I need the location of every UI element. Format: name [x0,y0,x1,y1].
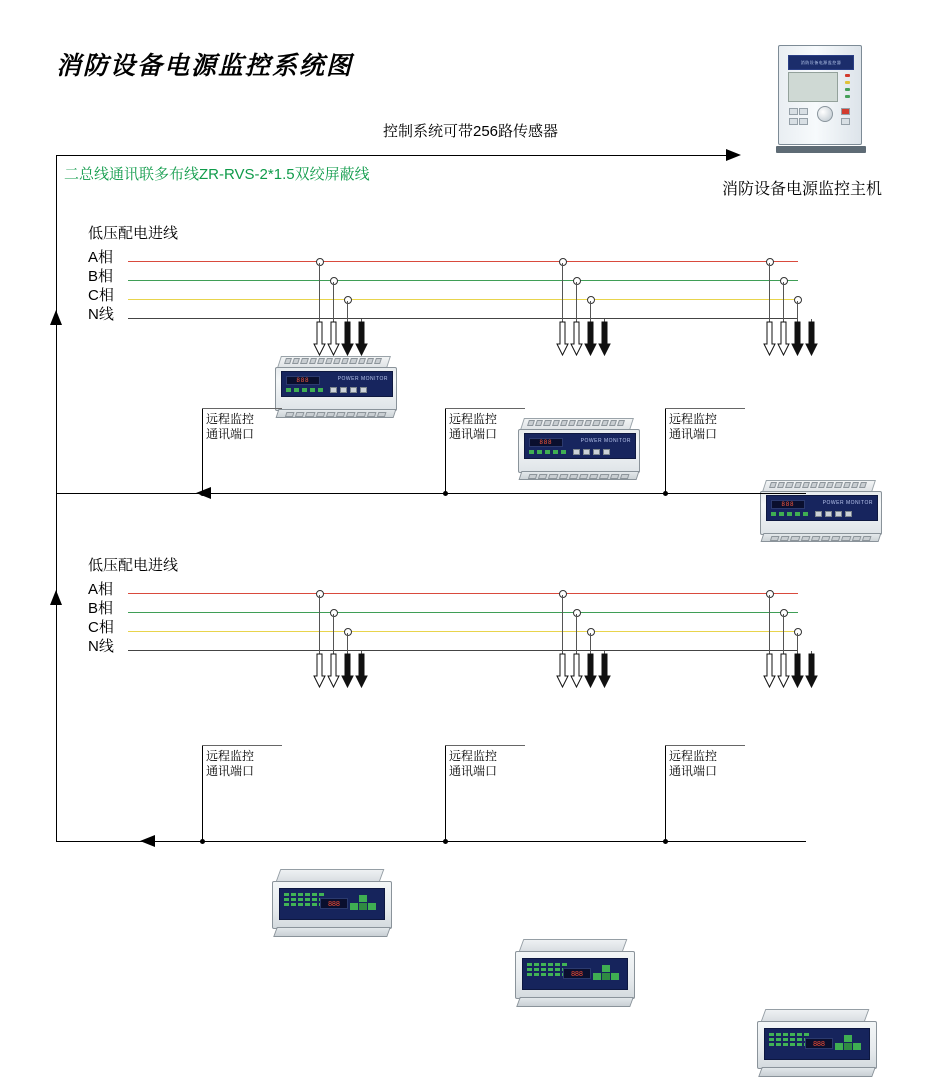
s1-d3-drop-a [769,263,770,323]
module-display: 888 [286,376,320,385]
power-monitor-module-1-2 [518,418,644,480]
s2-d3-ct-c [792,654,803,688]
s1-d2-ct-n [599,322,610,356]
s2-d1-tap-a [316,590,324,598]
s1-d3-tap-a [766,258,774,266]
s1-d1-drop-b [333,282,334,323]
s2-d1-ct-a [314,654,325,688]
s1-d1-ct-a [314,322,325,356]
module-body [518,429,640,473]
power-monitor-module-2-1 [272,869,398,939]
module-led-matrix [527,963,567,976]
s2-d2-ct-b [571,654,582,688]
section-1-phase-n-line [128,318,798,319]
module-faceplate [524,433,636,459]
module-led-row [286,388,323,392]
s1-d3-tap-b [780,277,788,285]
module-bottom-rail [758,1067,876,1077]
section-2-phase-c-line [128,631,798,632]
module-bottom-rail [761,533,882,542]
section-2-return-bus [56,841,806,842]
module-faceplate [522,958,628,990]
module-led-matrix [769,1033,809,1046]
module-display: 888 [805,1038,833,1049]
s1-d2-drop-c [590,301,591,323]
module-keypad[interactable] [835,1035,861,1055]
module-bottom-rail [516,997,634,1007]
s1-d3-drop-b [783,282,784,323]
host-button-alarm [841,108,850,115]
host-screen [788,55,854,70]
host-led-green [845,88,850,91]
s2-d2-ct-a [557,654,568,688]
section-2-incoming-label: 低压配电进线 [88,557,179,574]
s1-d3-ct-c [792,322,803,356]
s1-d2-comm-hline [445,408,525,409]
s1-d2-ct-a [557,322,568,356]
section-2-phase-a-label: A相 [88,581,114,598]
s1-d3-comm-vline [665,408,666,493]
s2-d2-ct-n [599,654,610,688]
section-2-return-arrow [140,835,155,847]
s1-d2-tap-a [559,258,567,266]
bus-line-label: 二总线通讯联多布线ZR-RVS-2*1.5双绞屏蔽线 [64,166,370,183]
s1-d3-ct-n [806,322,817,356]
module-faceplate [764,1028,870,1060]
s2-d1-comm-vline [202,745,203,841]
s2-d2-drop-b [576,614,577,655]
section-2-phase-n-line [128,650,798,651]
s1-d2-drop-a [562,263,563,323]
s1-d2-drop-b [576,282,577,323]
s2-d1-comm-hline [202,745,282,746]
power-monitor-module-1-1 [275,356,401,418]
left-trunk-vline [56,155,57,841]
s2-d3-tap-c [794,628,802,636]
comm-bus-line [56,155,728,156]
s2-d2-port-caption: 远程监控 通讯端口 [449,749,498,778]
s2-d3-port-caption: 远程监控 通讯端口 [669,749,718,778]
module-top-terminals [769,482,867,488]
host-button-2 [799,108,808,115]
host-knob [817,106,833,122]
section-2-phase-b-line [128,612,798,613]
s2-d2-tap-b [573,609,581,617]
host-lcd [788,72,838,102]
section-1-phase-n-label: N线 [88,306,114,323]
module-brand-text: POWER MONITOR [580,438,631,444]
section-1-phase-a-label: A相 [88,249,114,266]
s1-d1-drop-a [319,263,320,323]
module-faceplate [766,495,878,521]
s2-d3-drop-c [797,633,798,655]
s2-d2-tap-c [587,628,595,636]
s2-d3-ct-a [764,654,775,688]
host-led-green-2 [845,95,850,98]
host-screen-text: 消防设备电源监控器 [800,60,842,65]
s1-d1-tap-c [344,296,352,304]
module-brand-text: POWER MONITOR [337,376,388,382]
host-button-3 [789,118,798,125]
fire-power-monitor-host [778,45,862,145]
s2-d2-drop-c [590,633,591,655]
module-display: 888 [771,500,805,509]
module-button-row[interactable] [573,449,610,455]
module-faceplate [279,888,385,920]
s2-d2-ct-c [585,654,596,688]
s1-d1-comm-vline [202,408,203,493]
s2-d1-tap-b [330,609,338,617]
s1-d1-drop-c [347,301,348,323]
s1-d1-ct-n [356,322,367,356]
section-1-return-bus [56,493,806,494]
section-1-phase-b-label: B相 [88,268,114,285]
module-led-matrix [284,893,324,906]
s2-d1-drop-b [333,614,334,655]
s1-d2-tap-b [573,277,581,285]
module-top-terminals [284,358,382,364]
s1-d2-ct-b [571,322,582,356]
module-bottom-rail [273,927,391,937]
module-top-terminals [527,420,625,426]
section-2-phase-n-label: N线 [88,638,114,655]
section-1-phase-b-line [128,280,798,281]
s2-d3-drop-b [783,614,784,655]
module-led-row [771,512,808,516]
s2-d2-drop-a [562,595,563,655]
host-label: 消防设备电源监控主机 [722,181,883,198]
trunk-arrow-up-1 [50,310,62,325]
s2-d1-ct-c [342,654,353,688]
power-monitor-module-2-2 [515,939,641,1009]
module-button-row[interactable] [330,387,367,393]
host-button-1 [789,108,798,115]
module-body [757,1021,877,1069]
s2-d1-port-caption: 远程监控 通讯端口 [206,749,255,778]
module-button-row[interactable] [815,511,852,517]
s1-d1-tap-b [330,277,338,285]
host-led-yellow [845,81,850,84]
s2-d2-comm-vline [445,745,446,841]
section-1-phase-c-line [128,299,798,300]
module-body [272,881,392,929]
s1-d1-port-caption: 远程监控 通讯端口 [206,412,255,441]
module-display: 888 [529,438,563,447]
s2-d2-tap-a [559,590,567,598]
s2-d3-comm-vline [665,745,666,841]
section-1-return-arrow [196,487,211,499]
s2-d1-drop-c [347,633,348,655]
module-body [760,491,882,535]
s1-d3-ct-b [778,322,789,356]
comm-bus-arrow-to-host [726,149,741,161]
section-2-phase-a-line [128,593,798,594]
s2-d3-tap-b [780,609,788,617]
power-monitor-module-1-3 [760,480,886,542]
host-led-red [845,74,850,77]
s1-d3-port-caption: 远程监控 通讯端口 [669,412,718,441]
power-monitor-module-2-3 [757,1009,883,1079]
s2-d3-drop-a [769,595,770,655]
host-led-column [841,72,853,100]
section-2-phase-b-label: B相 [88,600,114,617]
module-brand-text: POWER MONITOR [822,500,873,506]
s2-d3-ct-n [806,654,817,688]
bus-capacity-note: 控制系统可带256路传感器 [383,123,559,140]
s2-d1-ct-b [328,654,339,688]
module-body [515,951,635,999]
host-base [776,146,866,153]
module-bottom-rail [519,471,640,480]
module-led-row [529,450,566,454]
s1-d2-comm-vline [445,408,446,493]
s1-d1-comm-hline [202,408,282,409]
s2-d3-ct-b [778,654,789,688]
host-button-4 [799,118,808,125]
s2-d1-tap-c [344,628,352,636]
s1-d3-comm-hline [665,408,745,409]
s1-d2-ct-c [585,322,596,356]
module-keypad[interactable] [350,895,376,915]
host-button-5 [841,118,850,125]
page-title: 消防设备电源监控系统图 [56,53,354,80]
module-body [275,367,397,411]
section-1-phase-c-label: C相 [88,287,114,304]
s1-d1-tap-a [316,258,324,266]
module-display: 888 [563,968,591,979]
s1-d3-tap-c [794,296,802,304]
module-faceplate [281,371,393,397]
section-1-incoming-label: 低压配电进线 [88,225,179,242]
s1-d2-port-caption: 远程监控 通讯端口 [449,412,498,441]
s1-d1-ct-c [342,322,353,356]
s2-d1-ct-n [356,654,367,688]
module-keypad[interactable] [593,965,619,985]
s2-d1-drop-a [319,595,320,655]
section-2-phase-c-label: C相 [88,619,114,636]
module-display: 888 [320,898,348,909]
module-bottom-rail [276,409,397,418]
s1-d3-ct-a [764,322,775,356]
s2-d2-comm-hline [445,745,525,746]
section-1-phase-a-line [128,261,798,262]
trunk-arrow-up-2 [50,590,62,605]
s2-d3-comm-hline [665,745,745,746]
s2-d3-tap-a [766,590,774,598]
s1-d2-tap-c [587,296,595,304]
s1-d1-ct-b [328,322,339,356]
s1-d3-drop-c [797,301,798,323]
